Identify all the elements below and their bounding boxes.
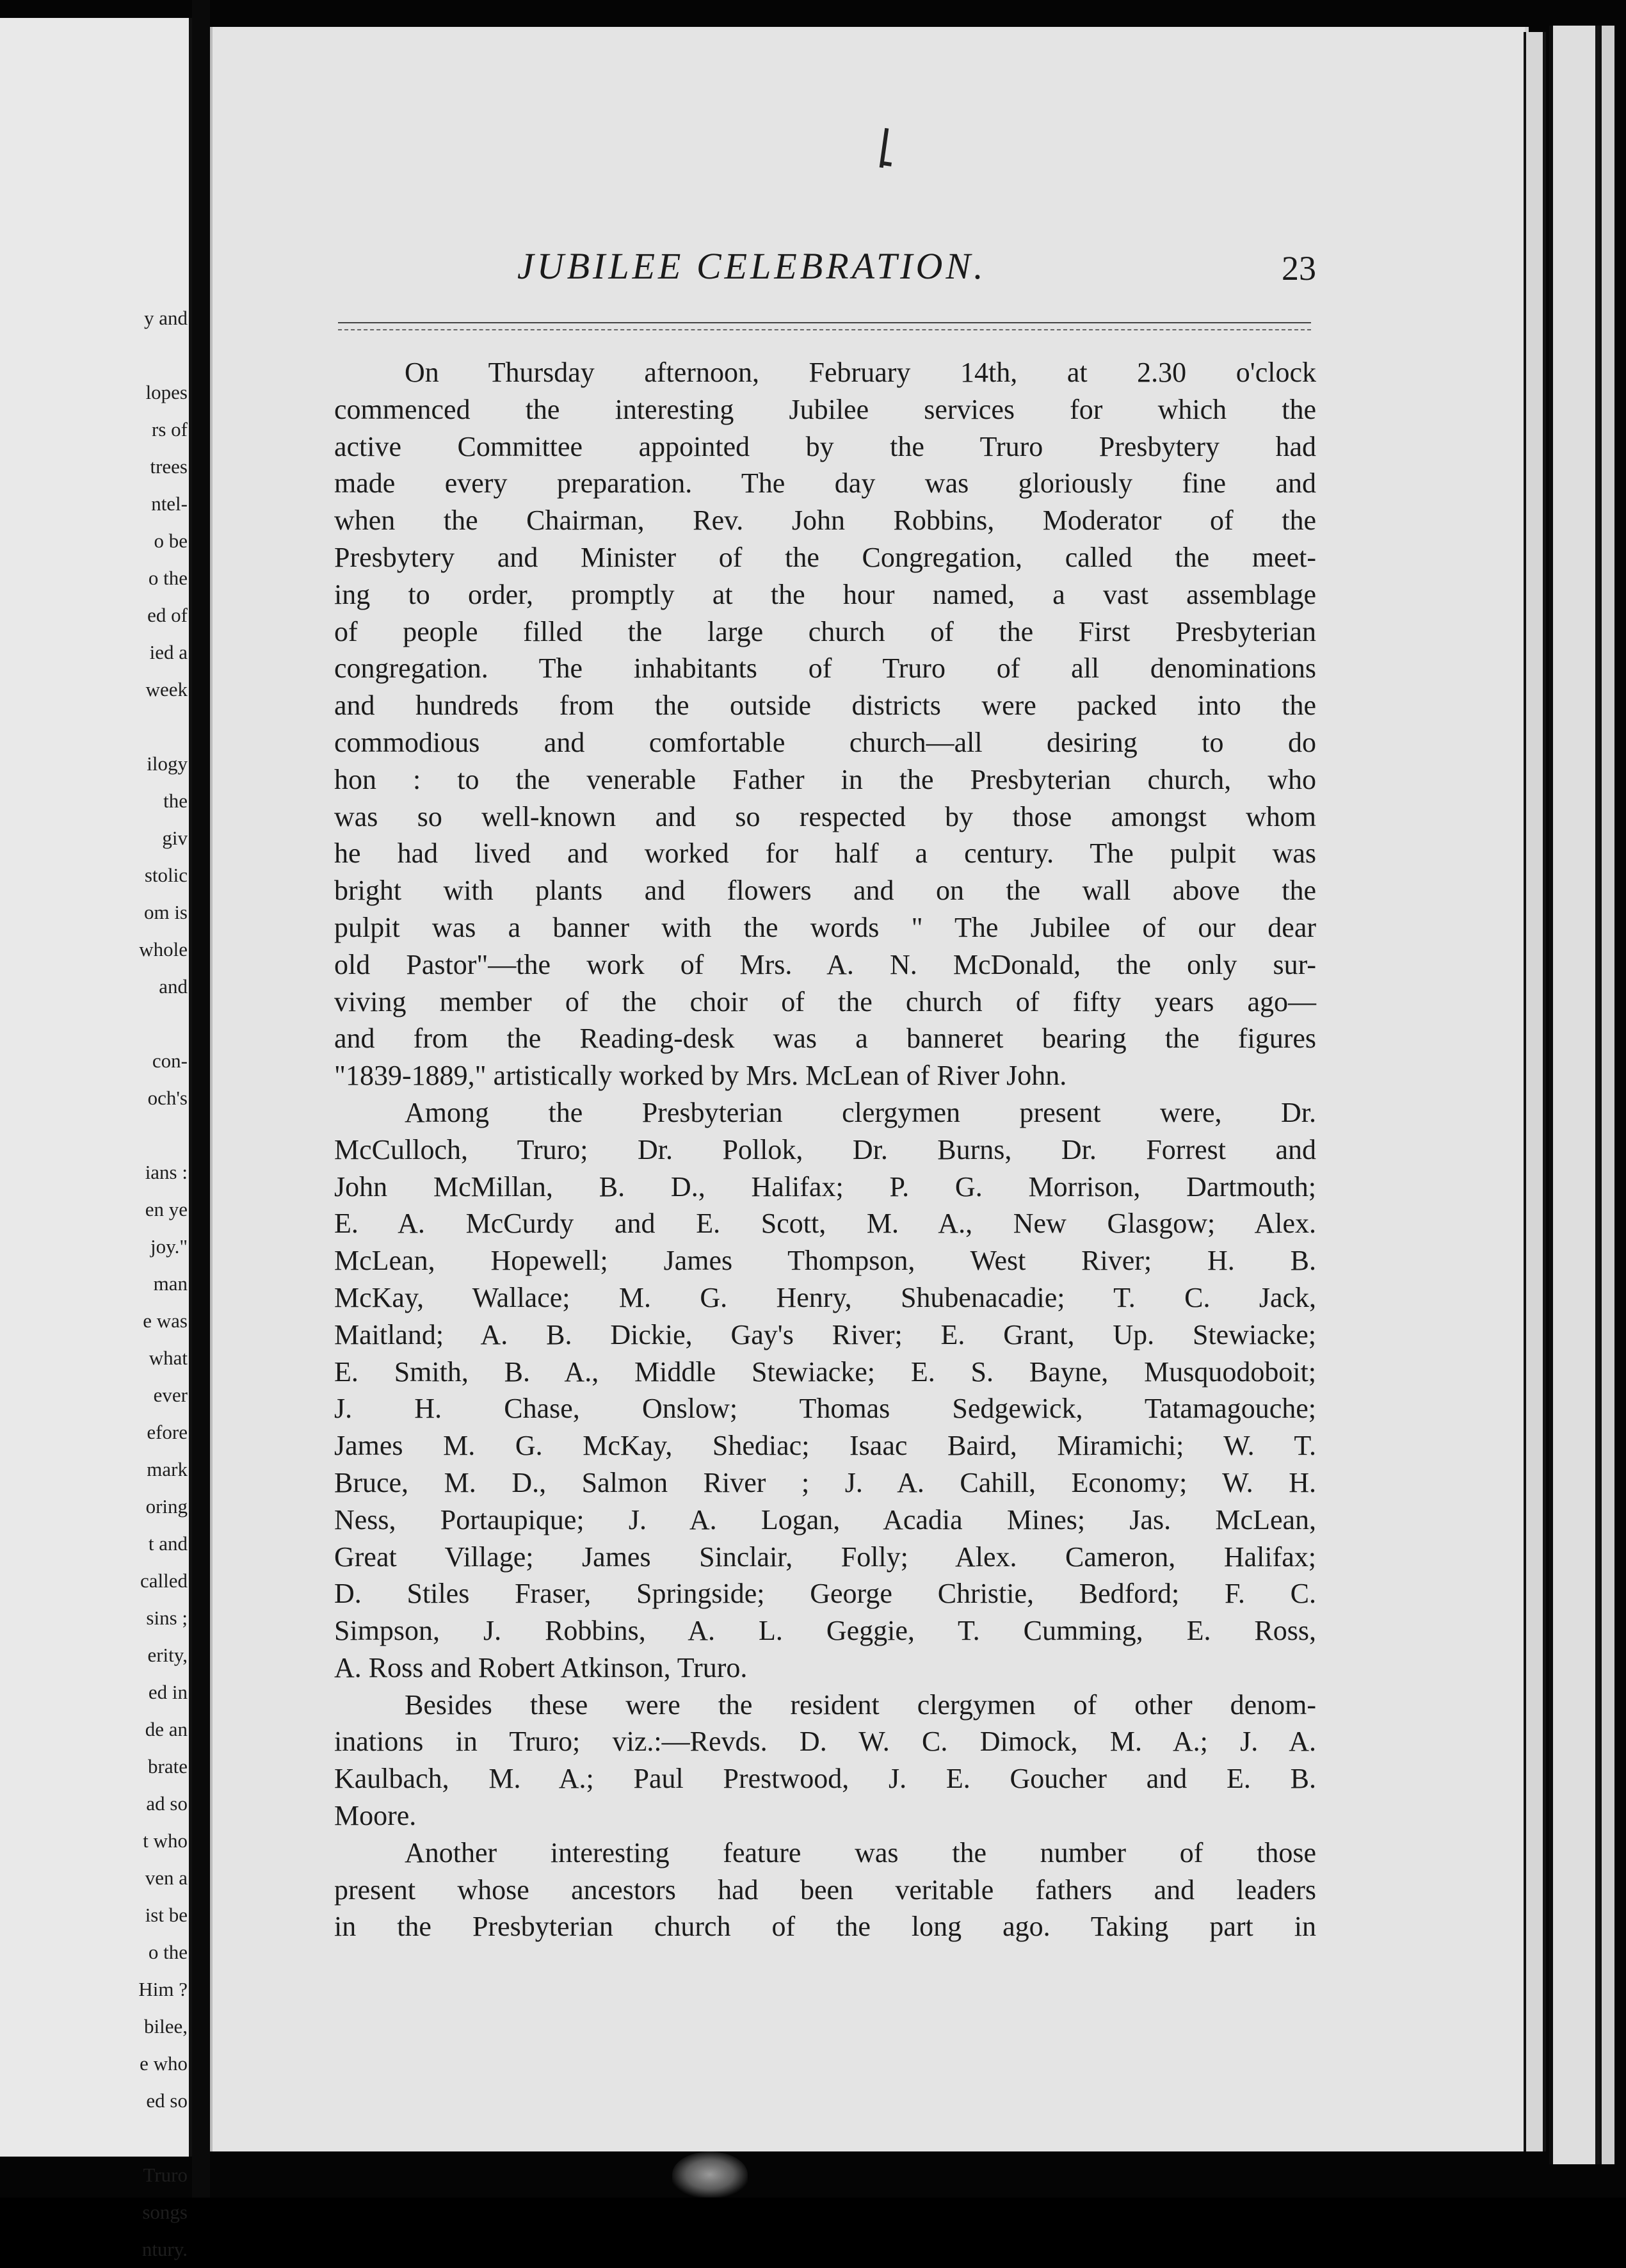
text-line: Among the Presbyterian clergymen present were, Dr.	[405, 1096, 1316, 1128]
text-line: Maitland; A. B. Dickie, Gay's River; E. Grant, Up. Stewiacke;	[334, 1318, 1316, 1350]
text-line: Besides these were the resident clergymen of other denom-	[405, 1689, 1316, 1721]
text-line: hon : to the venerable Father in the Presbyterian church, who	[334, 763, 1316, 795]
text-line: ing to order, promptly at the hour named, a vast assemblage	[334, 578, 1316, 610]
left-page-fragment: ntel-	[151, 492, 188, 515]
text-line: D. Stiles Fraser, Springside; George Christie, Bedford; F. C.	[334, 1578, 1316, 1610]
left-page-fragment: lopes	[145, 381, 188, 403]
left-page-fragment: e was	[143, 1309, 188, 1332]
text-line: viving member of the choir of the church of fifty years ago—	[334, 985, 1316, 1017]
left-page-fragment: o the	[148, 567, 188, 589]
left-page-fragment: oring	[145, 1495, 188, 1518]
header-rule	[338, 322, 1311, 323]
left-page-fragment: t and	[148, 1532, 188, 1555]
paragraph	[334, 1687, 1316, 1835]
running-title: JUBILEE CELEBRATION.	[517, 245, 986, 287]
left-page-fragment: joy."	[150, 1235, 188, 1258]
left-page-fragment	[15, 708, 188, 745]
left-page-fragment: ed so	[146, 2089, 188, 2112]
left-page-margin	[0, 18, 195, 2260]
left-page-fragment: e who	[140, 2052, 188, 2075]
left-page-fragment: what	[149, 1347, 188, 1369]
text-line: was so well-known and so respected by those amongst whom	[334, 800, 1316, 832]
left-page-fragment: t who	[143, 1829, 188, 1852]
text-line: Simpson, J. Robbins, A. L. Geggie, T. Cumming, E. Ross,	[334, 1615, 1316, 1647]
left-page-fragment: whole	[139, 938, 188, 960]
text-line: McLean, Hopewell; James Thompson, West River; H. B.	[334, 1245, 1316, 1277]
left-page-fragment: och's	[147, 1087, 188, 1109]
text-line: Another interesting feature was the number of those	[405, 1836, 1316, 1868]
text-line: in the Presbyterian church of the long ago. Taking part in	[334, 1911, 1316, 1943]
left-page-fragment: ied a	[149, 641, 188, 663]
left-page-fragment	[15, 1117, 188, 1154]
text-line: commodious and comfortable church—all desiring to do	[334, 726, 1316, 758]
text-line: Moore.	[334, 1800, 417, 1832]
paragraph	[334, 1835, 1316, 1945]
text-line: Kaulbach, M. A.; Paul Prestwood, J. E. Goucher and E. B.	[334, 1763, 1316, 1795]
text-line: and from the Reading-desk was a banneret bearing the figures	[334, 1023, 1316, 1055]
left-page-text-fragments	[15, 300, 188, 2268]
left-page-fragment: ever	[153, 1384, 188, 1406]
left-page-fragment: ntury.	[141, 2238, 188, 2260]
left-page-fragment: stolic	[144, 864, 188, 886]
left-page-fragment: giv	[162, 827, 188, 849]
running-header	[338, 245, 1316, 302]
page-edge	[1599, 26, 1614, 2164]
left-page-fragment: ist be	[145, 1904, 188, 1926]
left-page-fragment: ven a	[145, 1867, 188, 1889]
left-page-fragment: en ye	[145, 1198, 188, 1220]
left-page-fragment: the	[163, 790, 188, 812]
text-line: inations in Truro; viz.:—Revds. D. W. C. Dimock, M. A.; J. A.	[334, 1726, 1316, 1758]
left-page-fragment: om is	[143, 901, 188, 923]
left-page-fragment: con-	[152, 1049, 188, 1072]
page-edge	[1549, 26, 1599, 2164]
left-page-fragment: ed in	[148, 1681, 188, 1703]
text-line: McKay, Wallace; M. G. Henry, Shubenacadie; T. C. Jack,	[334, 1281, 1316, 1313]
left-page-fragment: Him ?	[138, 1978, 188, 2000]
text-line: McCulloch, Truro; Dr. Pollok, Dr. Burns, Dr. Forrest and	[334, 1133, 1316, 1165]
page-edge	[1524, 32, 1546, 2151]
text-line: Great Village; James Sinclair, Folly; Alex. Cameron, Halifax;	[334, 1541, 1316, 1573]
left-page-fragment	[15, 1005, 188, 1042]
text-line: when the Chairman, Rev. John Robbins, Moderator of the	[334, 505, 1316, 537]
left-page-fragment	[15, 2119, 188, 2157]
paragraph	[334, 354, 1316, 1094]
text-line: bright with plants and flowers and on the wall above the	[334, 875, 1316, 907]
left-page-fragment: week	[145, 678, 188, 701]
left-page-fragment: mark	[147, 1458, 188, 1480]
text-line: present whose ancestors had been veritable fathers and leaders	[334, 1874, 1316, 1906]
text-line: E. Smith, B. A., Middle Stewiacke; E. S. Bayne, Musquodoboit;	[334, 1356, 1316, 1388]
header-rule	[338, 329, 1311, 330]
text-line: John McMillan, B. D., Halifax; P. G. Morrison, Dartmouth;	[334, 1170, 1316, 1203]
paragraph	[334, 1094, 1316, 1687]
text-line: J. H. Chase, Onslow; Thomas Sedgewick, Tatamagouche;	[334, 1393, 1316, 1425]
left-page-fragment: brate	[148, 1755, 188, 1778]
text-line: pulpit was a banner with the words " The Jubilee of our dear	[334, 911, 1316, 943]
left-page-fragment: called	[140, 1569, 188, 1592]
text-line: he had lived and worked for half a century. The pulpit was	[334, 838, 1316, 870]
text-line: Ness, Portaupique; J. A. Logan, Acadia Mines; Jas. McLean,	[334, 1503, 1316, 1535]
text-line: old Pastor"—the work of Mrs. A. N. McDonald, the only sur-	[334, 948, 1316, 980]
left-page-fragment: ed of	[147, 604, 188, 626]
text-line: James M. G. McKay, Shediac; Isaac Baird, Miramichi; W. T.	[334, 1430, 1316, 1462]
left-page-fragment	[15, 337, 188, 374]
left-page-fragment: y and	[143, 307, 188, 329]
left-page-fragment: efore	[147, 1421, 188, 1443]
text-line: Bruce, M. D., Salmon River ; J. A. Cahill, Economy; W. H.	[334, 1466, 1316, 1498]
left-page-fragment: ians :	[145, 1161, 188, 1183]
left-page-fragment: Truro	[143, 2164, 188, 2186]
body-text	[334, 354, 1316, 1945]
text-line: E. A. McCurdy and E. Scott, M. A., New Glasgow; Alex.	[334, 1208, 1316, 1240]
left-page-fragment: o the	[148, 1941, 188, 1963]
text-line: On Thursday afternoon, February 14th, at 2.30 o'clock	[405, 357, 1316, 388]
left-page-fragment: songs	[142, 2201, 188, 2223]
left-page-fragment: o be	[154, 530, 188, 552]
text-line: of people filled the large church of the First Presbyterian	[334, 615, 1316, 647]
left-page-fragment: sins ;	[146, 1607, 188, 1629]
left-page-fragment: and	[159, 975, 188, 998]
text-line: Presbytery and Minister of the Congregation, called the meet-	[334, 541, 1316, 573]
left-page-fragment: ilogy	[147, 752, 188, 775]
left-page-fragment: man	[153, 1272, 188, 1295]
left-page-fragment: trees	[150, 455, 188, 478]
text-line: active Committee appointed by the Truro Presbytery had	[334, 430, 1316, 462]
left-page-fragment: bilee,	[144, 2015, 188, 2037]
left-page-fragment: de an	[145, 1718, 188, 1740]
text-line: congregation. The inhabitants of Truro of all denominations	[334, 652, 1316, 684]
text-line: made every preparation. The day was gloriously fine and	[334, 467, 1316, 499]
book-gutter-shadow	[192, 0, 210, 2198]
text-line: commenced the interesting Jubilee services for which the	[334, 393, 1316, 425]
left-page-fragment: rs of	[152, 418, 188, 441]
scan-blot	[672, 2151, 748, 2198]
text-line: "1839-1889," artistically worked by Mrs. McLean of River John.	[334, 1060, 1067, 1092]
left-page-fragment: erity,	[147, 1644, 188, 1666]
text-line: A. Ross and Robert Atkinson, Truro.	[334, 1651, 748, 1683]
left-page-fragment: ad so	[146, 1792, 188, 1815]
text-line: and hundreds from the outside districts were packed into the	[334, 690, 1316, 722]
page-number: 23	[1282, 249, 1316, 288]
